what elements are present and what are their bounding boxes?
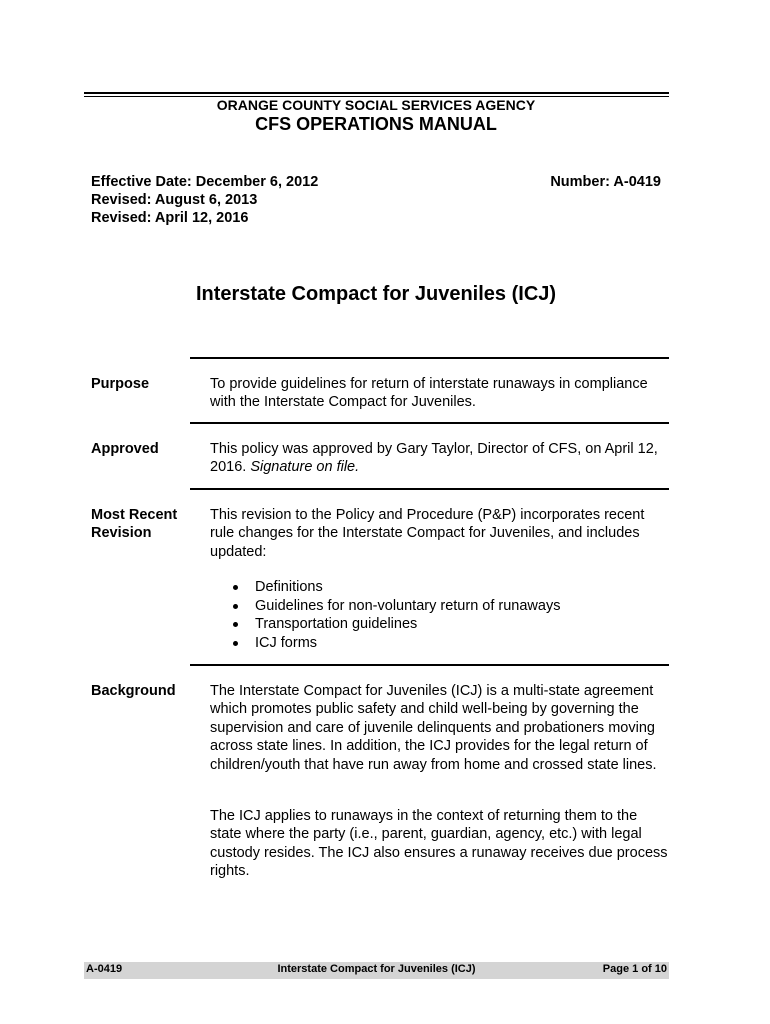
page-title: Interstate Compact for Juveniles (ICJ) bbox=[195, 283, 557, 305]
signature-note: Signature on file. bbox=[250, 459, 360, 476]
revision-bullet-list bbox=[210, 578, 670, 652]
footer-title: Interstate Compact for Juveniles (ICJ) bbox=[277, 963, 476, 975]
revision-label-line2: Revision bbox=[91, 525, 152, 541]
background-paragraph-2: The ICJ applies to runaways in the context of returning them to the state where the party (i.e., parent, guardian, agency, etc.) with legal custody resides. The ICJ also ensures a runaway receives due process rights. bbox=[210, 808, 668, 880]
list-item: Guidelines for non-voluntary return of runaways bbox=[210, 597, 670, 616]
approved-text bbox=[210, 440, 670, 477]
footer-page-number: Page 1 of 10 bbox=[602, 963, 667, 975]
section-divider bbox=[190, 422, 669, 424]
approved-label: Approved bbox=[91, 441, 159, 457]
manual-title: CFS OPERATIONS MANUAL bbox=[255, 114, 497, 134]
agency-name: ORANGE COUNTY SOCIAL SERVICES AGENCY bbox=[216, 97, 536, 113]
approved-statement: This policy was approved by Gary Taylor, Director of CFS, on April 12, 2016. bbox=[210, 441, 658, 476]
document-number: Number: A-0419 bbox=[550, 174, 661, 190]
revision-label bbox=[91, 506, 177, 542]
list-item: Transportation guidelines bbox=[210, 615, 670, 634]
section-divider bbox=[190, 488, 669, 490]
revised-date-2: Revised: April 12, 2016 bbox=[91, 210, 249, 226]
revision-label-line1: Most Recent bbox=[91, 507, 178, 523]
revised-date-1: Revised: August 6, 2013 bbox=[91, 192, 258, 208]
revision-text: This revision to the Policy and Procedure (P&P) incorporates recent rule changes for the Interstate Compact for Juveniles, and includes updated: bbox=[210, 507, 645, 560]
effective-date: Effective Date: December 6, 2012 bbox=[91, 174, 319, 190]
purpose-text: To provide guidelines for return of interstate runaways in compliance with the Interstate Compact for Juveniles. bbox=[210, 376, 648, 411]
section-divider bbox=[190, 664, 669, 666]
background-paragraph-1: The Interstate Compact for Juveniles (ICJ) is a multi-state agreement which promotes public safety and child well-being by governing the supervision and care of juvenile delinquents and probationers moving across state lines. In addition, the ICJ provides for the legal return of children/youth that have run away from home and crossed state lines. bbox=[210, 683, 657, 773]
background-label: Background bbox=[91, 683, 176, 699]
section-divider bbox=[190, 357, 669, 359]
list-item: Definitions bbox=[210, 578, 670, 597]
header-rule-top bbox=[84, 92, 669, 94]
purpose-label: Purpose bbox=[91, 376, 150, 392]
list-item: ICJ forms bbox=[210, 634, 670, 653]
footer-doc-number: A-0419 bbox=[86, 963, 123, 975]
